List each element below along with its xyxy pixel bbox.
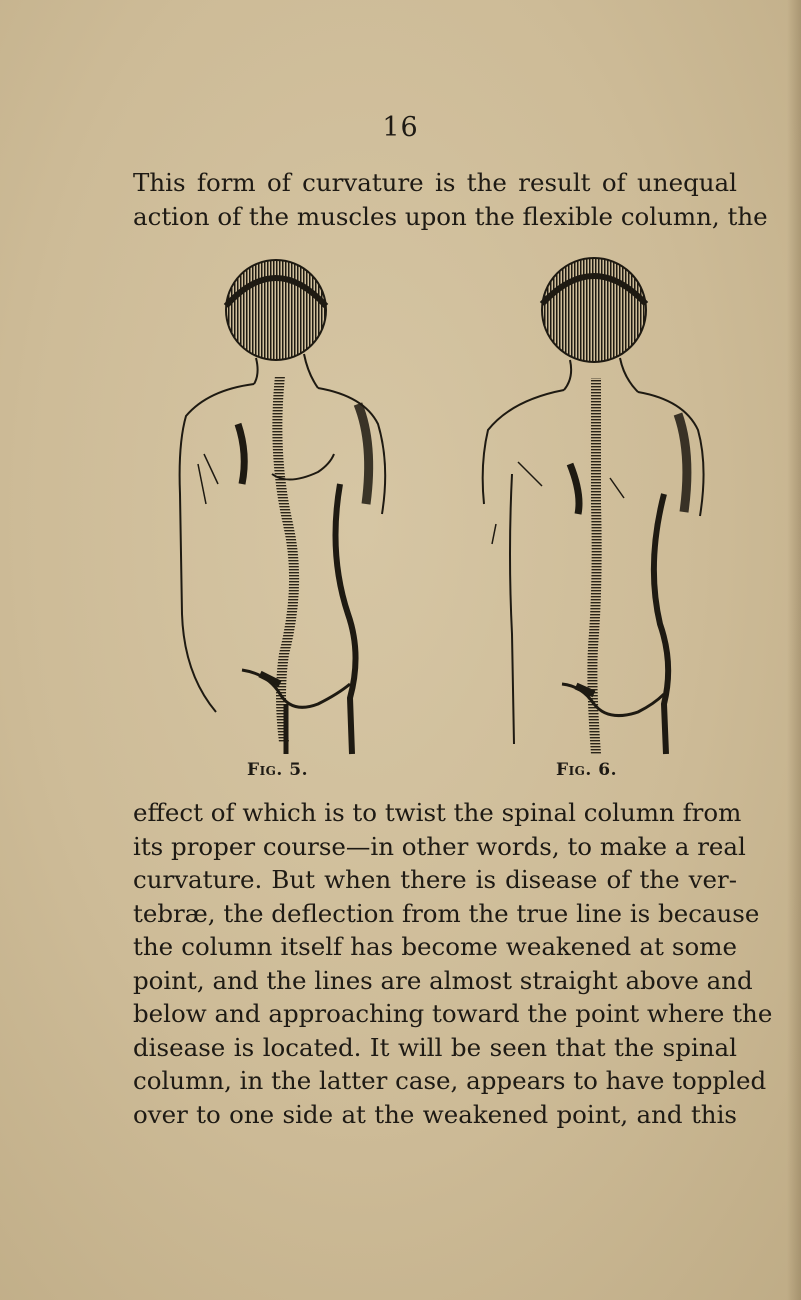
text-line: effect of which is to twist the spinal column from xyxy=(133,798,742,827)
text-line: This form of curvature is the result of unequal xyxy=(133,168,737,197)
text-line: column, in the latter case, appears to have toppled xyxy=(133,1066,767,1095)
text-line: tebræ, the deflection from the true line is because xyxy=(133,898,760,928)
text-line: the column itself has become weakened at some xyxy=(133,932,737,961)
text-line: action of the muscles upon the flexible column, the xyxy=(133,201,768,231)
paragraph-top xyxy=(133,166,768,233)
figure-5-caption: Fig. 5. xyxy=(247,760,309,780)
figure-6-illustration xyxy=(478,254,718,764)
text-line: its proper course—in other words, to make a real xyxy=(133,831,746,861)
text-line: below and approaching toward the point where the xyxy=(133,999,773,1028)
text-line: point, and the lines are almost straight above and xyxy=(133,965,753,995)
page-number: 16 xyxy=(382,112,419,143)
figure-5-illustration xyxy=(168,254,408,764)
text-line: over to one side at the weakened point, and this xyxy=(133,1099,737,1129)
text-line: curvature. But when there is disease of the ver- xyxy=(133,865,737,894)
paragraph-bottom xyxy=(133,796,773,1131)
figure-6-caption: Fig. 6. xyxy=(556,760,618,780)
page-edge-shadow xyxy=(787,0,801,1300)
text-line: disease is located. It will be seen that the spinal xyxy=(133,1032,737,1062)
